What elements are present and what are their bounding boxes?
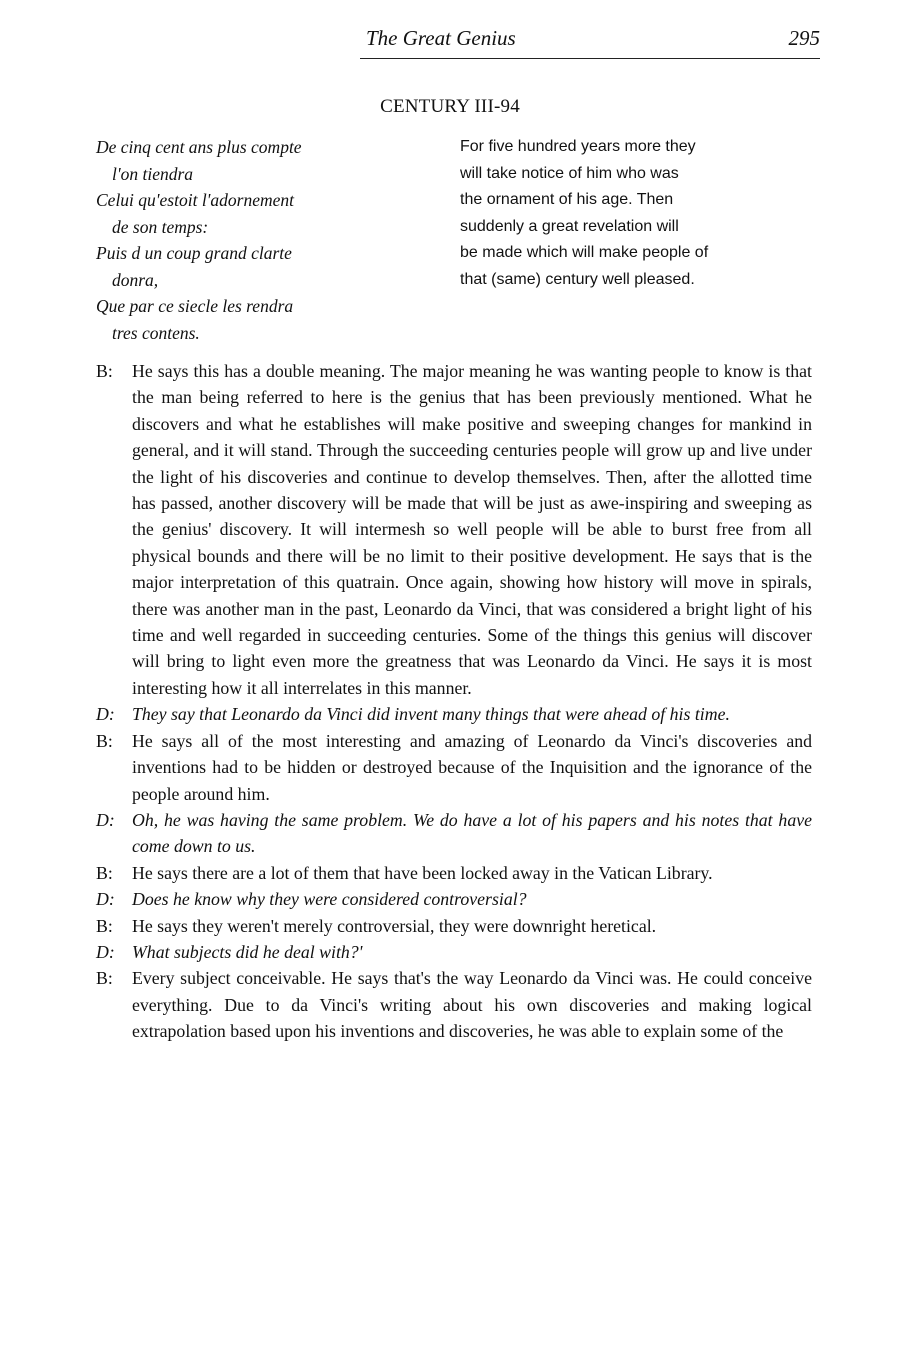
dialogue-text: He says all of the most interesting and amazing of Leonardo da Vinci's discoveries and inventions had to be hidden or destroyed because of the Inquisition and the ignorance of the people around him. [132, 730, 812, 804]
french-verse-line: Que par ce siecle les rendra [96, 296, 294, 316]
speaker-label: B: [96, 968, 113, 989]
speaker-label: D: [96, 889, 115, 910]
english-translation-line: For five hundred years more they [460, 138, 696, 155]
dialogue-text: He says this has a double meaning. The major meaning he was wanting people to know is that the man being referred to here is the genius that has been previously mentioned. What he discovers and what he establishes will make positive and sweeping changes for mankind in general, and it will stand. Through the succeeding centuries people will grow up and live under the light of his discoveries and continue to develop themselves. Then, after the allotted time has passed, another discovery will be made that will be just as awe-inspiring and sweeping as the genius' discovery. It will intermesh so well people will be able to burst free from all physical bounds and there will be no limit to their positive development. He says that is the major interpretation of this quatrain. Once again, showing how history will move in spirals, there was another man in the past, Leonardo da Vinci, that was considered a bright light of his time and well regarded in succeeding centuries. Some of the things this genius will discover will bring to light even more the greatness that was Leonardo da Vinci. He says it is most interesting how it all interrelates in this manner. [132, 361, 812, 698]
dialogue-entry [96, 965, 812, 1044]
english-translation [460, 134, 816, 293]
page-number: 295 [788, 26, 820, 50]
dialogue-text: They say that Leonardo da Vinci did invent many things that were ahead of his time. [132, 704, 730, 725]
running-header [360, 24, 820, 59]
speaker-label: B: [96, 915, 113, 936]
quatrain-block [96, 134, 816, 349]
dialogue-text: Does he know why they were considered controversial? [132, 889, 527, 910]
dialogue-entry [96, 807, 812, 860]
dialogue-entry [96, 886, 812, 912]
speaker-label: D: [96, 704, 115, 725]
french-verse-line: De cinq cent ans plus compte [96, 137, 302, 157]
dialogue-text: Oh, he was having the same problem. We do have a lot of his papers and his notes that have come down to us. [132, 809, 812, 857]
dialogue-entry [96, 939, 812, 965]
speaker-label: D: [96, 941, 115, 962]
dialogue-transcript [96, 358, 812, 1045]
speaker-label: B: [96, 361, 113, 381]
english-translation-line: be made which will make people of [460, 244, 709, 261]
dialogue-entry [96, 701, 812, 727]
dialogue-text: Every subject conceivable. He says that's the way Leonardo da Vinci was. He could conceive everything. Due to da Vinci's writing about his own discoveries and making logical extrapolation based upon his inventions and discoveries, he was able to explain some of the [132, 968, 812, 1042]
english-translation-line: that (same) century well pleased. [460, 270, 695, 288]
french-verse-line: Puis d un coup grand clarte [96, 243, 292, 263]
speaker-label: B: [96, 862, 113, 883]
dialogue-text: What subjects did he deal with?' [132, 941, 363, 962]
dialogue-entry [96, 728, 812, 807]
speaker-label: D: [96, 809, 115, 830]
french-verse-line: de son temps: [112, 216, 209, 237]
english-translation-line: suddenly a great revelation will [460, 217, 679, 235]
english-translation-line: will take notice of him who was [460, 164, 679, 182]
french-verse-line: donra, [112, 269, 159, 290]
dialogue-text: He says they weren't merely controversial, they were downright heretical. [132, 915, 657, 936]
french-verse-line: l'on tiendra [112, 163, 194, 184]
dialogue-entry [96, 913, 812, 939]
dialogue-entry [96, 860, 812, 886]
english-translation-line: the ornament of his age. Then [460, 191, 674, 208]
quatrain-heading: CENTURY III-94 [380, 96, 520, 117]
dialogue-text: He says there are a lot of them that have been locked away in the Vatican Library. [132, 862, 713, 883]
running-title: The Great Genius [366, 26, 516, 50]
french-verse-line: tres contens. [112, 322, 200, 343]
french-verse-line: Celui qu'estoit l'adornement [96, 190, 295, 210]
speaker-label: B: [96, 730, 113, 751]
french-verse [96, 134, 436, 346]
dialogue-entry [96, 358, 812, 701]
